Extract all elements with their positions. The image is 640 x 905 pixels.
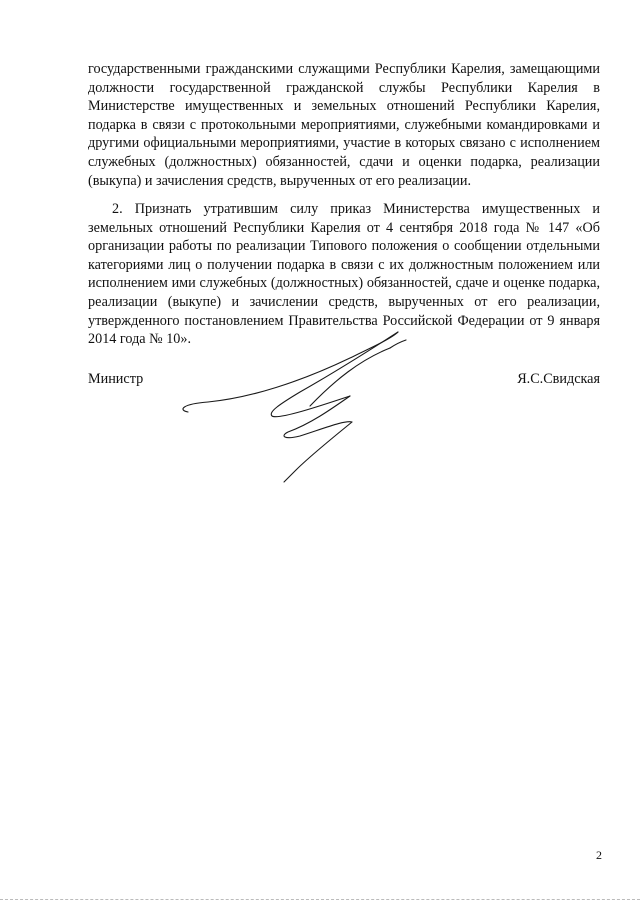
scan-edge-divider	[0, 899, 640, 900]
signatory-role: Министр	[88, 371, 144, 387]
paragraph-continuation: государственными гражданскими служащими Республики Карелия, замещающими должности государственной гражданской службы Республики Карелия в Министерстве имущественных и земельных отношений Республики Карелия, подарка в связи с протокольными мероприятиями, служебными командировками и другими официальными мероприятиями, участие в которых связано с исполнением служебных (должностных) обязанностей, сдачи и оценки подарка, реализации (выкупа) и зачисления средств, вырученных от его реализации.	[88, 61, 600, 189]
handwritten-signature	[160, 320, 480, 490]
paragraph-item-2: 2. Признать утратившим силу приказ Министерства имущественных и земельных отношений Республики Карелия от 4 сентября 2018 года № 147 «Об организации работы по реализации Типового положения о сообщении отдельными категориями лиц о получении подарка в связи с их должностным положением или исполнением ими служебных (должностных) обязанностей, сдаче и оценке подарка, реализации (выкупе) и зачислении средств, вырученных от его реализации, утвержденного постановлением Правительства Российской Федерации от 9 января 2014 года № 10».	[88, 201, 600, 348]
signatory-name: Я.С.Свидская	[517, 371, 600, 387]
page-number: 2	[596, 848, 602, 862]
